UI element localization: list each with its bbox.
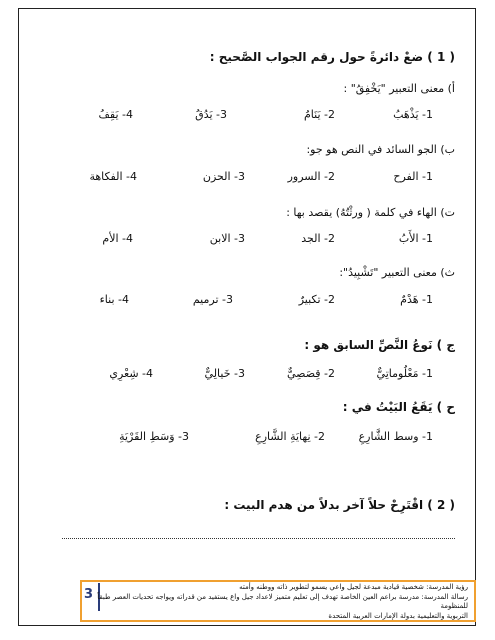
option-e-3[interactable]: 3- خَيالِيٌّ [204, 367, 245, 380]
option-c-4[interactable]: 4- الأم [102, 232, 133, 245]
footer-text [88, 583, 468, 621]
option-d-4[interactable]: 4- بناء [99, 293, 129, 306]
option-b-1[interactable]: 1- الفرح [393, 170, 433, 183]
page-frame [18, 8, 476, 626]
option-d-3[interactable]: 3- ترميم [192, 293, 233, 306]
option-d-1[interactable]: 1- هَدْمٌ [400, 293, 433, 306]
school-mission: رسالة المدرسة: مدرسة براعم العين الخاصة تهدف إلى تعليم متميز لاعداد جيل واع يستفيد من قدراته ويواجه تحديات العصر طبقاً للمنظومة [97, 592, 468, 610]
option-f-1[interactable]: 1- وسط الشَّارِعِ [358, 430, 433, 443]
option-a-2[interactable]: 2- يَنَامُ [303, 108, 335, 121]
option-d-2[interactable]: 2- تكبيرٌ [298, 293, 335, 306]
question-1-title: ( 1 ) ضعْ دائرةً حول رقم الجواب الصَّحيح : [209, 50, 455, 64]
option-c-3[interactable]: 3- الابن [209, 232, 245, 245]
question-d-prompt: ث) معنى التعبير "تَشْبِيدُ": [339, 266, 455, 279]
school-vision: رؤية المدرسة: شخصية قيادية مبدعة لجيل واعي يسمو لتطوير ذاته ووطنه وأمته [239, 583, 468, 591]
option-b-3[interactable]: 3- الحزن [202, 170, 245, 183]
question-c-prompt: ت) الهاء في كلمة ( ورثْتُهُ) يقصد بها : [286, 206, 455, 219]
question-a-prompt: أ) معنى التعبير "يَخْفِقُ" : [343, 82, 455, 95]
answer-line[interactable] [62, 536, 455, 539]
option-a-3[interactable]: 3- يَدُقُ [195, 108, 227, 121]
option-b-2[interactable]: 2- السرور [287, 170, 335, 183]
option-f-2[interactable]: 2- نِهايَةِ الشَّارِعِ [255, 430, 325, 443]
question-2-title: ( 2 ) اقْتَرِحْ حلاً آخر بدلاً من هدم البيت : [224, 498, 455, 512]
option-e-2[interactable]: 2- قِصَصِيٌّ [287, 367, 335, 380]
footer-box [80, 580, 476, 622]
question-f-prompt: ح ) يَقَعُ البَيْتُ في : [342, 400, 455, 414]
question-e-prompt: ج ) نَوعُ النَّصِّ السابق هو : [304, 338, 455, 352]
option-c-1[interactable]: 1- الأَبُ [398, 232, 433, 245]
page-number: 3 [84, 587, 94, 602]
option-b-4[interactable]: 4- الفكاهة [89, 170, 137, 183]
school-mission-continued: التربوية والتعليمية بدولة الإمارات العربية المتحدة [328, 611, 468, 620]
option-e-1[interactable]: 1- مَعْلُوماتِيٌّ [376, 367, 433, 380]
option-a-4[interactable]: 4- يَقِفُ [98, 108, 133, 121]
option-c-2[interactable]: 2- الجد [301, 232, 335, 245]
question-b-prompt: ب) الجو السائد في النص هو جو: [306, 143, 455, 156]
option-e-4[interactable]: 4- شِعْرِي [109, 367, 153, 380]
option-a-1[interactable]: 1- يَذْهَبُ [393, 108, 433, 121]
option-f-3[interactable]: 3- وَسَطِ القَرْيَةِ [119, 430, 189, 443]
